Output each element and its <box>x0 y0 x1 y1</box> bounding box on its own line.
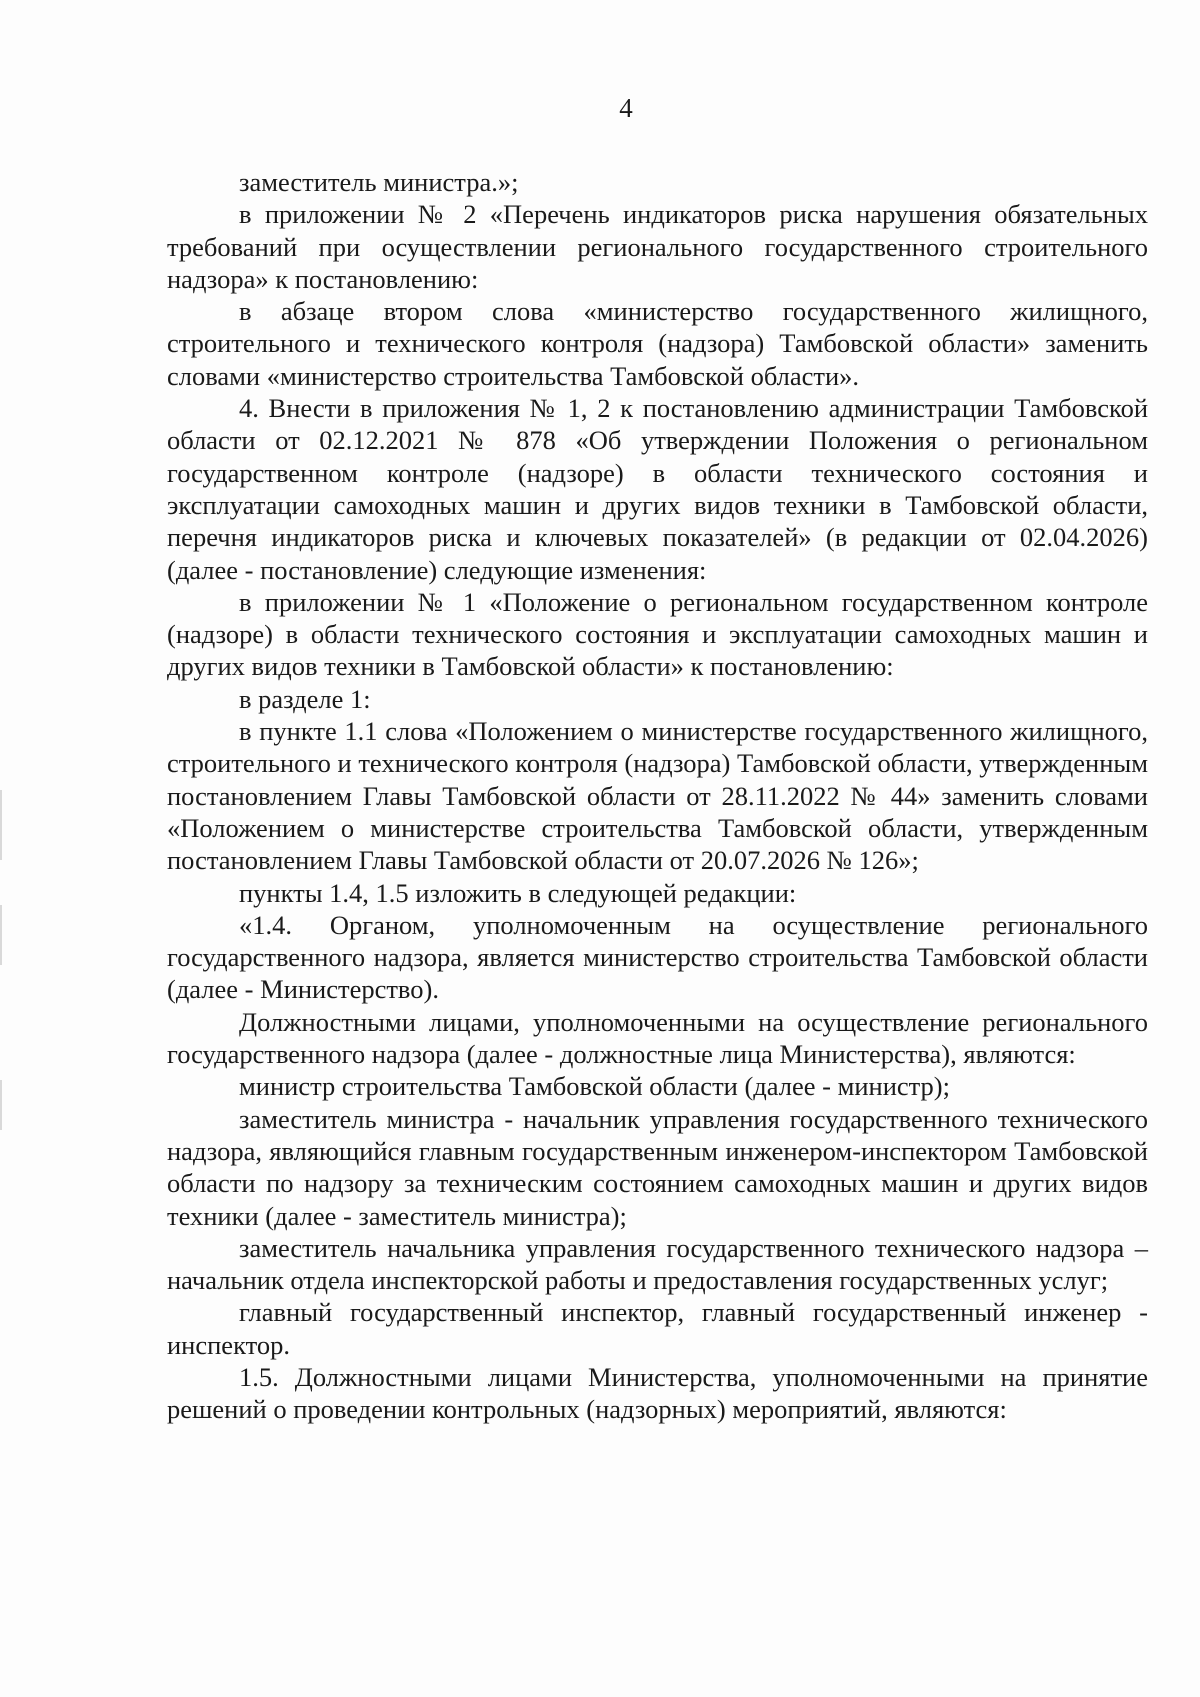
paragraph: главный государственный инспектор, главный государственный инженер - инспектор. <box>167 1297 1148 1360</box>
paragraph: Должностными лицами, уполномоченными на осуществление регионального государственного надзора (далее - должностные лица Министерства), являются: <box>167 1006 1148 1070</box>
document-body <box>167 166 1148 1426</box>
paragraph: в приложении № 1 «Положение о региональном государственном контроле (надзоре) в области технического состояния и эксплуатации самоходных машин и других видов техники в Тамбовской области» к постановлению: <box>167 586 1148 682</box>
paragraph: заместитель министра.»; <box>239 167 519 197</box>
paragraph: заместитель начальника управления государственного технического надзора – начальник отдела инспекторской работы и предоставления государственных услуг; <box>167 1232 1148 1296</box>
paragraph: в разделе 1: <box>239 683 371 714</box>
scan-edge-mark <box>0 905 2 965</box>
paragraph: в абзаце втором слова «министерство государственного жилищного, строительного и технического контроля (надзора) Тамбовской области» заменить словами «министерство строительства Тамбовской области». <box>167 296 1148 391</box>
page-number: 4 <box>619 93 633 123</box>
paragraph: заместитель министра - начальник управления государственного технического надзора, являющийся главным государственным инженером-инспектором Тамбовской области по надзору за техническим состоянием самоходных машин и других видов техники (далее - заместитель министра); <box>167 1103 1148 1231</box>
paragraph: пункты 1.4, 1.5 изложить в следующей редакции: <box>239 877 797 908</box>
paragraph: 1.5. Должностными лицами Министерства, уполномоченными на принятие решений о проведении контрольных (надзорных) мероприятий, являются: <box>167 1361 1148 1425</box>
paragraph: в приложении № 2 «Перечень индикаторов риска нарушения обязательных требований при осуществлении регионального государственного строительного надзора» к постановлению: <box>167 199 1148 294</box>
paragraph: министр строительства Тамбовской области (далее - министр); <box>239 1071 950 1102</box>
paragraph: в пункте 1.1 слова «Положением о министерстве государственного жилищного, строительного и технического контроля (надзора) Тамбовской области, утвержденным постановлением Главы Тамбовской области от 28.11.2022 № 44» заменить словами «Положением о министерстве строительства Тамбовской области, утвержденным постановлением Главы Тамбовской области от 20.07.2026 № 126»; <box>167 716 1148 876</box>
scan-edge-mark <box>0 1080 2 1130</box>
paragraph: 4. Внести в приложения № 1, 2 к постановлению администрации Тамбовской области от 02.12.2021 № 878 «Об утверждении Положения о региональном государственном контроле (надзоре) в области технического состояния и эксплуатации самоходных машин и других видов техники в Тамбовской области, перечня индикаторов риска и ключевых показателей» (в редакции от 02.04.2026) (далее - постановление) следующие изменения: <box>167 393 1148 585</box>
paragraph: «1.4. Органом, уполномоченным на осуществление регионального государственного надзора, является министерство строительства Тамбовской области (далее - Министерство). <box>167 909 1148 1005</box>
scan-edge-mark <box>0 790 2 860</box>
